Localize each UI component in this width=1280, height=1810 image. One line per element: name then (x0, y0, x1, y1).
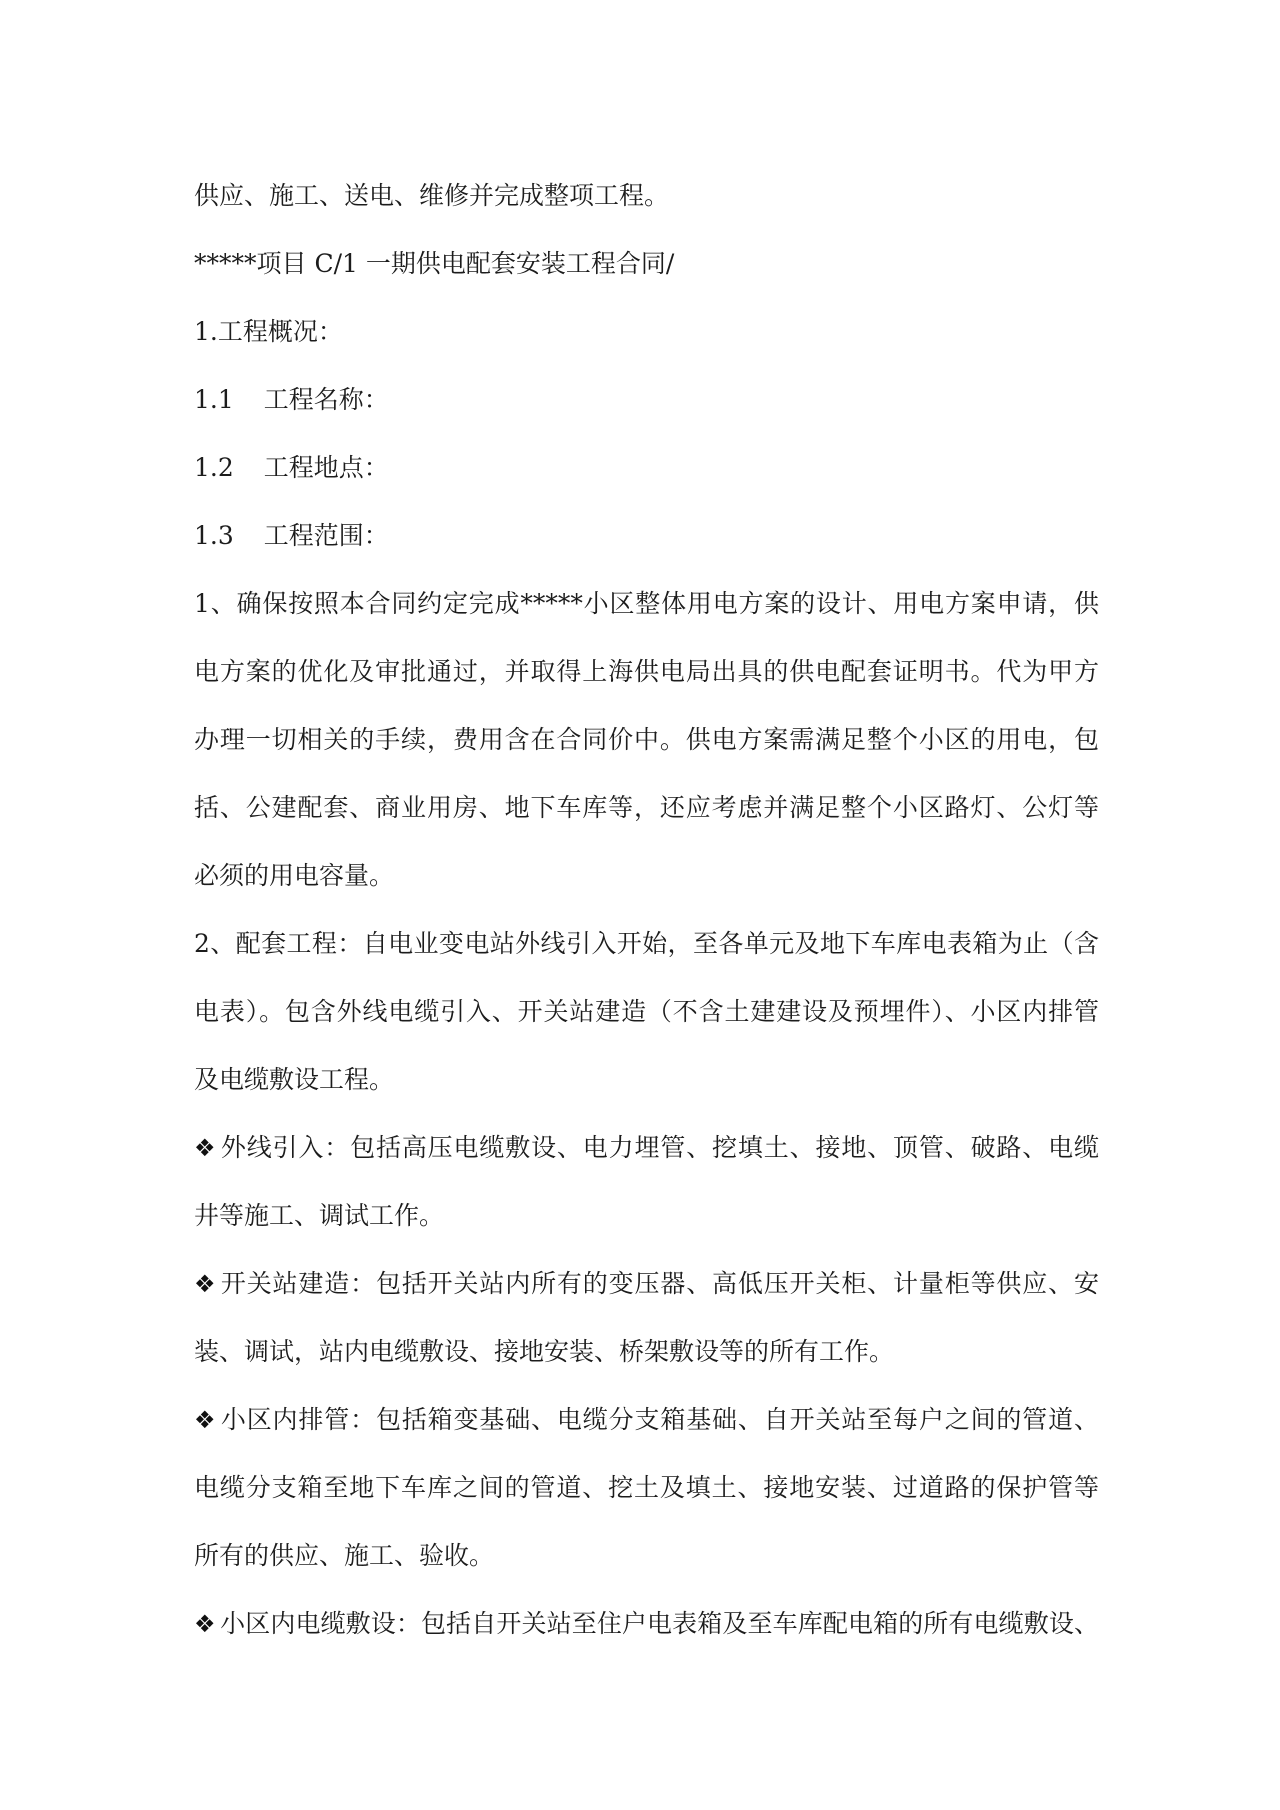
bullet-external-line (194, 1114, 1099, 1250)
section-heading: 1.工程概况： (194, 317, 343, 346)
paragraph-line: 办理一切相关的手续，费用含在合同价中。供电方案需满足整个小区的用电，包 (194, 725, 1099, 754)
paragraph-scope-2 (194, 910, 1099, 1114)
bullet-line: 电缆分支箱至地下车库之间的管道、挖土及填土、接地安装、过道路的保护管等 (194, 1473, 1099, 1502)
paragraph-line: 2、配套工程：自电业变电站外线引入开始，至各单元及地下车库电表箱为止（含 (194, 929, 1099, 958)
diamond-bullet-icon: ❖ (194, 1134, 216, 1162)
diamond-bullet-icon: ❖ (194, 1406, 216, 1434)
bullet-switch-station (194, 1250, 1099, 1386)
item-label: 工程地点： (263, 453, 389, 482)
paragraph-line: 必须的用电容量。 (194, 861, 395, 890)
item-label: 工程范围： (263, 521, 389, 550)
diamond-bullet-icon: ❖ (194, 1610, 216, 1638)
bullet-line: 井等施工、调试工作。 (194, 1201, 445, 1230)
bullet-conduit (194, 1386, 1099, 1590)
item-number: 1.1 (194, 385, 234, 414)
bullet-line: ❖ 小区内排管：包括箱变基础、电缆分支箱基础、自开关站至每户之间的管道、 (194, 1386, 1099, 1454)
paragraph-line: 括、公建配套、商业用房、地下车库等，还应考虑并满足整个小区路灯、公灯等 (194, 793, 1099, 822)
diamond-bullet-icon: ❖ (194, 1270, 216, 1298)
item-number: 1.2 (194, 453, 234, 482)
item-label: 工程名称： (263, 385, 389, 414)
paragraph-line: 及电缆敷设工程。 (194, 1065, 395, 1094)
bullet-line: ❖ 开关站建造：包括开关站内所有的变压器、高低压开关柜、计量柜等供应、安 (194, 1250, 1099, 1318)
item-1-3 (194, 502, 1099, 570)
item-1-1 (194, 366, 1099, 434)
bullet-line: 所有的供应、施工、验收。 (194, 1541, 495, 1570)
item-number: 1.3 (194, 521, 234, 550)
paragraph-line: 1、确保按照本合同约定完成*****小区整体用电方案的设计、用电方案申请，供 (194, 589, 1099, 618)
bullet-line: 装、调试，站内电缆敷设、接地安装、桥架敷设等的所有工作。 (194, 1337, 895, 1366)
paragraph-line: 电表）。包含外线电缆引入、开关站建造（不含土建建设及预埋件）、小区内排管 (194, 997, 1099, 1026)
bullet-line: ❖ 小区内电缆敷设：包括自开关站至住户电表箱及至车库配电箱的所有电缆敷设、 (194, 1590, 1099, 1658)
paragraph-line: 电方案的优化及审批通过，并取得上海供电局出具的供电配套证明书。代为甲方 (194, 657, 1099, 686)
item-1-2 (194, 434, 1099, 502)
bullet-cable-laying (194, 1590, 1099, 1658)
bullet-line: ❖ 外线引入：包括高压电缆敷设、电力埋管、挖填土、接地、顶管、破路、电缆 (194, 1114, 1099, 1182)
contract-title: *****项目 C/1 一期供电配套安装工程合同/ (194, 249, 675, 278)
continuation-line: 供应、施工、送电、维修并完成整项工程。 (194, 181, 670, 210)
document-body (194, 162, 1099, 1658)
paragraph-scope-1 (194, 570, 1099, 910)
